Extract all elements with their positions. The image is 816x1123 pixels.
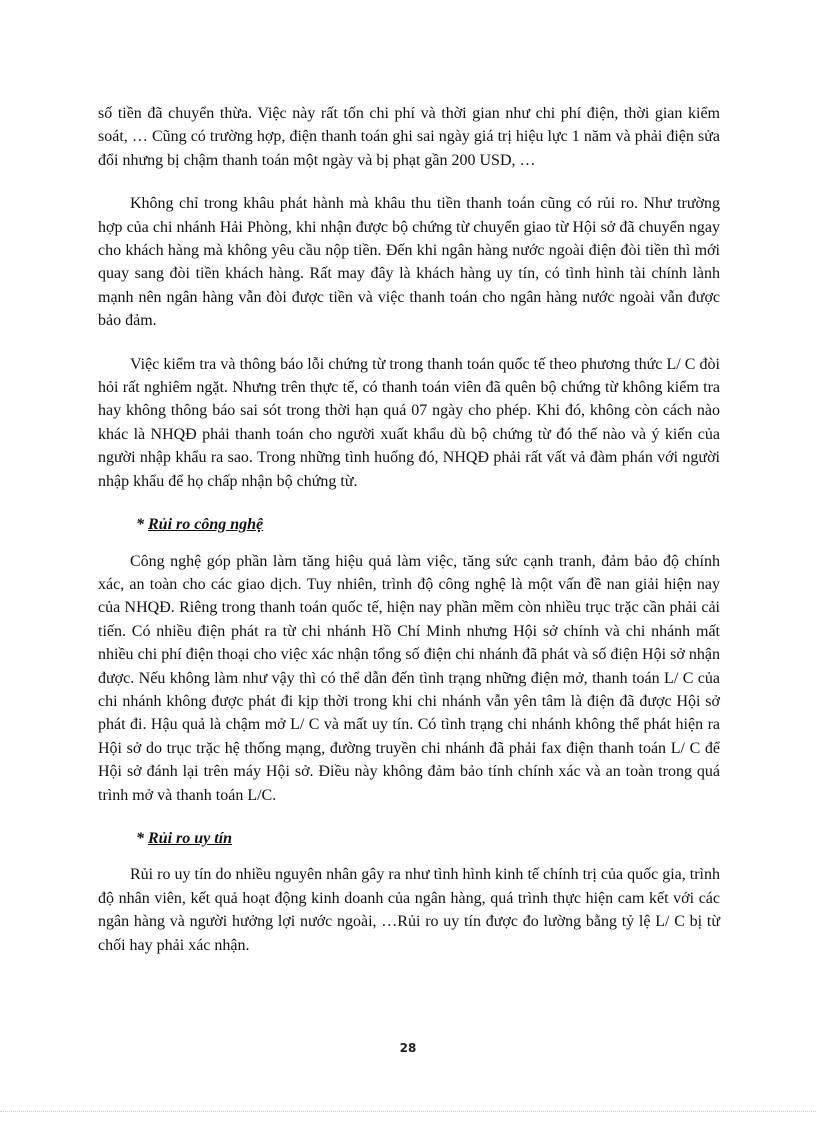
page-number: 28 (399, 1041, 417, 1055)
heading-title: Rủi ro uy tín (148, 829, 233, 847)
paragraph-document-checking: Việc kiểm tra và thông báo lỗi chứng từ trong thanh toán quốc tế theo phương thức L/ C đòi hỏi rất nghiêm ngặt. Nhưng trên thực tế, có thanh toán viên đã quên bộ chứng từ không kiểm tra hay không thông báo sai sót trong thời hạn quá 07 ngày cho phép. Khi đó, không còn cách nào khác là NHQĐ phải thanh toán cho người xuất khẩu dù bộ chứng từ đó thế nào và ý kiến của người nhập khẩu ra sao. Trong những tình huống đó, NHQĐ phải rất vất vả đàm phán với người nhập khẩu để họ chấp nhận bộ chứng từ. (98, 355, 720, 490)
page-content (98, 102, 720, 977)
paragraph-technology-risk: Công nghệ góp phần làm tăng hiệu quả làm việc, tăng sức cạnh tranh, đảm bảo độ chính xác, an toàn cho các giao dịch. Tuy nhiên, trình độ công nghệ là một vấn đề nan giải hiện nay của NHQĐ. Riêng trong thanh toán quốc tế, hiện nay phần mềm còn nhiều trục trặc cần phải cải tiến. Có nhiều điện phát ra từ chi nhánh Hồ Chí Minh nhưng Hội sở chính và chi nhánh mất nhiều chi phí điện thoại cho việc xác nhận tổng số điện chi nhánh đã phát và số điện Hội sở nhận được. Nếu không làm như vậy thì có thể dẫn đến tình trạng những điện mở, thanh toán L/ C của chi nhánh không được phát đi kịp thời trong khi chi nhánh vẫn yên tâm là điện đã được Hội sở phát đi. Hậu quả là chậm mở L/ C và mất uy tín. Có tình trạng chi nhánh không thể phát hiện ra Hội sở do trục trặc hệ thống mạng, đường truyền chi nhánh đã phải fax điện thanh toán L/ C để Hội sở đánh lại trên máy Hội sở. Điều này không đảm bảo tính chính xác và an toàn trong quá trình mở và thanh toán L/C. (98, 552, 720, 804)
heading-reputation-risk (136, 827, 720, 850)
heading-technology-risk (136, 513, 720, 536)
heading-marker: * (136, 829, 148, 847)
paragraph-reputation-risk: Rủi ro uy tín do nhiều nguyên nhân gây ra như tình hình kinh tế chính trị của quốc gia, trình độ nhân viên, kết quả hoạt động kinh doanh của ngân hàng, quá trình thực hiện cam kết với các ngân hàng và người hưởng lợi nước ngoài, …Rủi ro uy tín được đo lường bằng tỷ lệ L/ C bị từ chối hay phải xác nhận. (98, 866, 720, 954)
heading-title: Rủi ro công nghệ (148, 516, 264, 534)
heading-marker: * (136, 516, 148, 534)
footer-divider (0, 1111, 816, 1112)
paragraph-collection-risk: Không chỉ trong khâu phát hành mà khâu thu tiền thanh toán cũng có rủi ro. Như trường hợp của chi nhánh Hải Phòng, khi nhận được bộ chứng từ chuyển giao từ Hội sở đã chuyển ngay cho khách hàng mà không yêu cầu nộp tiền. Đến khi ngân hàng nước ngoài điện đòi tiền thì mới quay sang đòi tiền khách hàng. Rất may đây là khách hàng uy tín, có tình hình tài chính lành mạnh nên ngân hàng vẫn đòi được tiền và việc thanh toán cho ngân hàng nước ngoài vẫn được bảo đảm. (98, 195, 720, 330)
paragraph-continued: số tiền đã chuyển thừa. Việc này rất tốn chi phí và thời gian như chi phí điện, thời gian kiểm soát, … Cũng có trường hợp, điện thanh toán ghi sai ngày giá trị hiệu lực 1 năm và phải điện sửa đổi nhưng bị chậm thanh toán một ngày và bị phạt gần 200 USD, … (98, 105, 720, 169)
